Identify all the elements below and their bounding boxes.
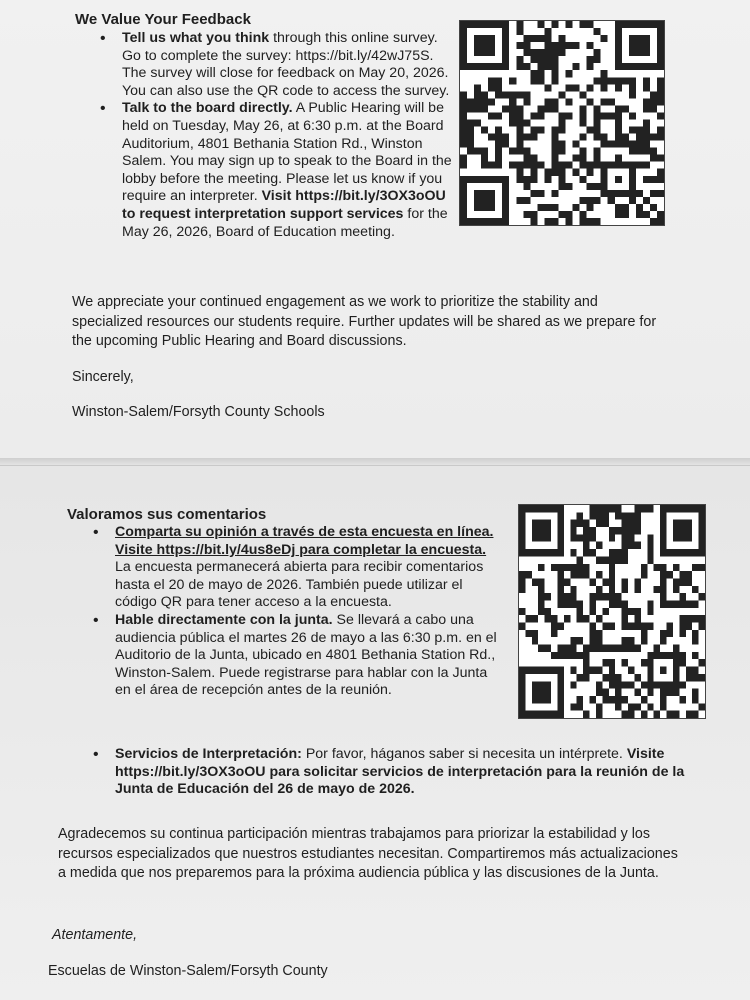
spanish-bullet-interpretation-text: Por favor, háganos saber si necesita un intérprete. bbox=[301, 746, 627, 762]
english-closing-paragraph: We appreciate your continued engagement as we work to prioritize the stability and specialized resources our students require. Further updates will be shared as we prepare for the upcoming Public Hearing and Board discussions. bbox=[72, 294, 657, 349]
english-signoff: Sincerely, bbox=[72, 369, 134, 385]
spanish-section bbox=[0, 465, 750, 1000]
qr-code-icon[interactable] bbox=[518, 504, 706, 719]
spanish-heading: Valoramos sus comentarios bbox=[67, 506, 267, 523]
spanish-interpretation-link[interactable]: Visite https://bit.ly/3OX3oOU para solicitar servicios de interpretación para la reunión de la Junta de Educación del 26 de mayo de 2026. bbox=[115, 746, 685, 798]
spanish-survey-link[interactable]: Comparta su opinión a través de esta encuesta en línea. Visite https://bit.ly/4us8eDj para completar la encuesta. bbox=[115, 524, 494, 558]
spanish-bullet-list-bottom bbox=[93, 746, 708, 799]
english-bullet-board-lead: Talk to the board directly. bbox=[122, 100, 293, 117]
english-bullet-survey bbox=[100, 30, 455, 100]
english-bullet-board-tail: for the May 26, 2026, Board of Education meeting. bbox=[122, 205, 448, 240]
spanish-signoff: Atentamente, bbox=[52, 927, 138, 943]
english-bullet-board-text: A Public Hearing will be held on Tuesday, May 26, at 6:30 p.m. at the Board Auditorium, 4801 Bethania Station Rd., Winston Salem. You may sign up to speak to the Board in the lobby before the meeting. Please let us know if you require an interpreter. bbox=[122, 100, 452, 205]
spanish-bullet-board bbox=[93, 612, 503, 700]
english-bullet-board bbox=[100, 100, 455, 241]
english-heading: We Value Your Feedback bbox=[75, 11, 251, 28]
spanish-bullet-survey-text: La encuesta permanecerá abierta para recibir comentarios hasta el 20 de mayo de 2026. También puede utilizar el código QR para tener acceso a la encuesta. bbox=[115, 559, 484, 611]
english-signature: Winston-Salem/Forsyth County Schools bbox=[72, 404, 325, 420]
english-bullet-survey-lead: Tell us what you think bbox=[122, 30, 270, 46]
english-interpretation-link[interactable]: Visit https://bit.ly/3OX3oOU to request interpretation support services bbox=[122, 188, 446, 222]
spanish-bullet-interpretation bbox=[93, 746, 708, 799]
spanish-bullet-board-text: Se llevará a cabo una audiencia pública el martes 26 de mayo a las 6:30 p.m. en el Auditorio de la Junta, ubicado en 4801 Bethania Station Rd., Winston-Salem. Puede registrarse para hablar con la Junta en el área de recepción antes de la reunión. bbox=[115, 611, 497, 699]
spanish-bullet-interpretation-lead: Servicios de Interpretación: bbox=[115, 746, 302, 762]
english-bullet-list bbox=[100, 30, 455, 241]
qr-code-icon[interactable] bbox=[459, 20, 665, 226]
spanish-closing-paragraph: Agradecemos su continua participación mientras trabajamos para priorizar la estabilidad y los recursos especializados que nuestros estudiantes necesitan. Compartiremos más actualizaciones a medida que nos preparemos para la próxima audiencia pública y las discusiones de la Junta. bbox=[58, 826, 678, 881]
spanish-bullet-board-lead: Hable directamente con la junta. bbox=[115, 611, 333, 628]
spanish-signature: Escuelas de Winston-Salem/Forsyth County bbox=[48, 963, 328, 979]
spanish-bullet-list-top bbox=[93, 524, 503, 700]
english-section bbox=[0, 0, 750, 460]
spanish-bullet-survey bbox=[93, 524, 503, 612]
english-bullet-survey-text[interactable]: through this online survey. Go to complete the survey: https://bit.ly/42wJ75S. The survey will close for feedback on May 20, 2026. You can also use the QR code to access the survey. bbox=[122, 30, 450, 99]
